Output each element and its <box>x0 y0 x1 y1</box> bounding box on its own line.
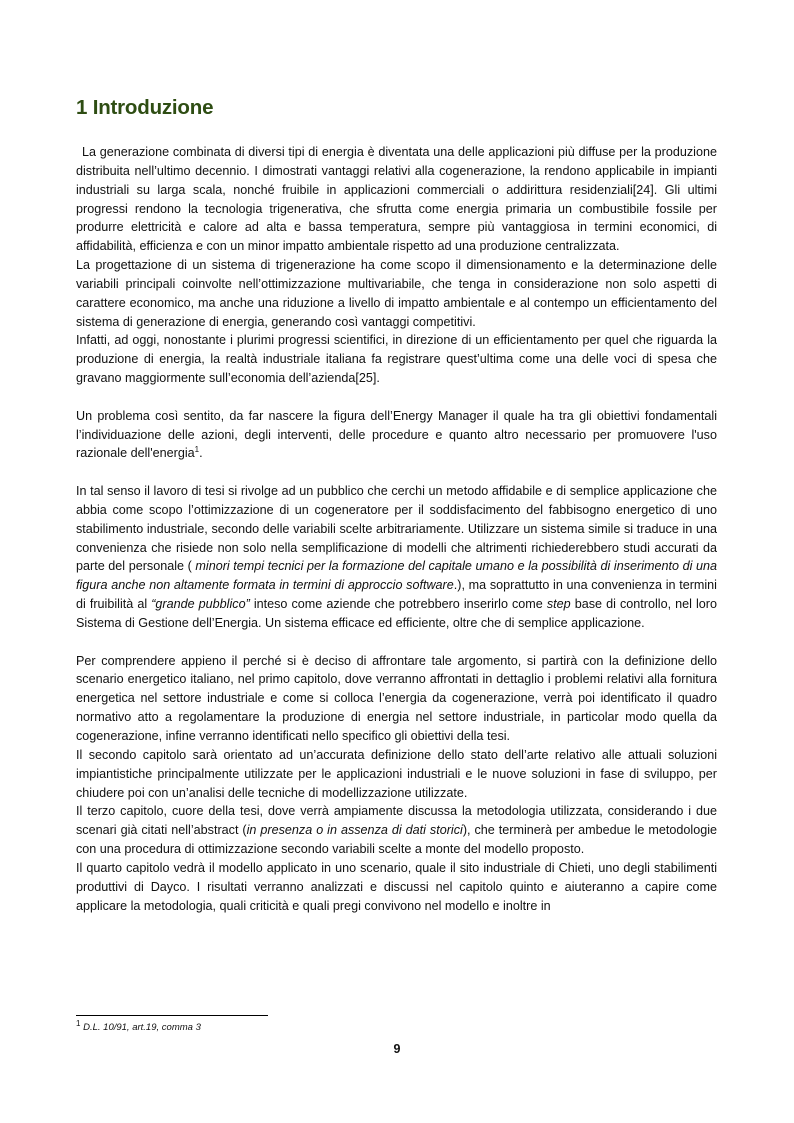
paragraph-3: Infatti, ad oggi, nonostante i plurimi progressi scientifici, in direzione di un efficientamento per quel che riguarda la produzione di energia, la realtà industriale italiana fa registrare quest’ultima come una delle voci di spesa che gravano maggiormente sull’economia dell’azienda[25]. <box>76 333 717 386</box>
p5-part-g: base di controllo, nel loro Sistema di Gestione dell’Energia. Un sistema efficace ed efficiente, oltre che di semplice applicazione. <box>76 597 718 630</box>
paragraph-5 <box>76 482 717 633</box>
footnote-text: D.L. 10/91, art.19, comma 3 <box>83 1022 201 1033</box>
paragraph-1: La generazione combinata di diversi tipi di energia è diventata una delle applicazioni più diffuse per la produzione distribuita nell’ultimo decennio. I dimostrati vantaggi relativi alla cogenerazione, la rendono applicabile in impianti industriali su larga scala, nonché fruibile in applicazioni commerciali o addirittura residenziali[24]. Gli ultimi progressi rendono la tecnologia trigenerativa, che sfrutta come energia primaria un combustibile fossile per produrre elettricità e calore ad alta e bassa temperatura, sempre più vantaggiosa in termini economici, di affidabilità, efficienza e con un minor impatto ambientale rispetto ad una produzione centralizzata. <box>76 145 717 254</box>
paragraph-9: Il quarto capitolo vedrà il modello applicato in uno scenario, quale il sito industriale di Chieti, uno degli stabilimenti produttivi di Dayco. I risultati verranno analizzati e discussi nel capitolo quinto e aiuteranno a capire come applicare la metodologia, quali criticità e quali pregi convivono nel modello e inoltre in <box>76 860 717 913</box>
footnote-separator <box>76 1015 268 1016</box>
footnote <box>76 1018 201 1033</box>
p5-italic-f: step <box>546 597 571 612</box>
page-number: 9 <box>393 1042 401 1056</box>
p5-italic-d: “grande pubblico” <box>151 597 250 612</box>
footnote-reference[interactable]: 1 <box>194 445 200 455</box>
p8-italic-b: in presenza o in assenza di dati storici <box>246 823 463 838</box>
p5-part-e: inteso come aziende che potrebbero inserirlo come <box>249 597 547 612</box>
p5-italic-b: minori tempi tecnici per la formazione del capitale umano e la possibilità di inserimento di una figura anche non altamente formata in termini di approccio software <box>76 559 717 593</box>
paragraph-6: Per comprendere appieno il perché si è deciso di affrontare tale argomento, si partirà con la definizione dello scenario energetico italiano, nel primo capitolo, dove verranno affrontati in dettaglio i problemi relativi alla fornitura energetica nel settore industriale e come si colloca l’energia da cogenerazione, verrà poi identificato il quadro normativo atto a regolamentare la produzione di energia nel settore industriale, in particolar modo quella da cogenerazione, infine verranno identificati nello specifico gli obiettivi della tesi. <box>76 653 717 744</box>
paragraph-7: Il secondo capitolo sarà orientato ad un’accurata definizione dello stato dell’arte relativo alle attuali soluzioni impiantistiche principalmente utilizzate per le applicazioni industriali e le nuove soluzioni in fase di sviluppo, per chiudere poi con un’analisi delle tecniche di modellizzazione utilizzate. <box>76 747 717 800</box>
p5-part-a: In tal senso il lavoro di tesi si rivolge ad un pubblico che cerchi un metodo affidabile e di semplice applicazione che abbia come scopo l’ottimizzazione di un cogeneratore per il soddisfacimento del fabbisogno energetico di uno stabilimento industriale, secondo delle variabili scelte arbitrariamente. Utilizzare un sistema simile si traduce in una convenienza che risiede non solo nella semplificazione di modelli che altrimenti richiederebbero studi accurati da parte del personale ( <box>76 484 717 574</box>
paragraph-4 <box>76 407 717 464</box>
paragraph-2: La progettazione di un sistema di trigenerazione ha come scopo il dimensionamento e la determinazione delle variabili principali coinvolte nell’ottimizzazione multivariabile, che tenga in considerazione non solo aspetti di carattere economico, ma anche una riduzione a livello di impatto ambientale e al contempo un efficientamento del sistema di generazione di energia, generando così vantaggi competitivi. <box>76 258 717 329</box>
footnote-number: 1 <box>76 1018 81 1028</box>
body-text <box>76 143 717 915</box>
chapter-heading: 1 Introduzione <box>76 96 214 119</box>
paragraph-4-end: . <box>199 446 203 461</box>
paragraph-8 <box>76 802 717 859</box>
paragraph-4-text: Un problema così sentito, da far nascere la figura dell’Energy Manager il quale ha tra gli obiettivi fondamentali l’individuazione delle azioni, degli interventi, delle procedure e quanto altro necessario per promuovere l'uso razionale dell'energia <box>76 408 717 461</box>
p8-part-c: ), che terminerà per ambedue le metodologie con una procedura di ottimizzazione secondo variabili scelte a monte del modello proposto. <box>76 823 718 857</box>
p5-part-c: .), ma soprattutto in una convenienza in termini di fruibilità al <box>76 578 717 612</box>
p8-part-a: Il terzo capitolo, cuore della tesi, dove verrà ampiamente discussa la metodologia utilizzata, considerando i due scenari già citati nell’abstract ( <box>76 804 717 838</box>
